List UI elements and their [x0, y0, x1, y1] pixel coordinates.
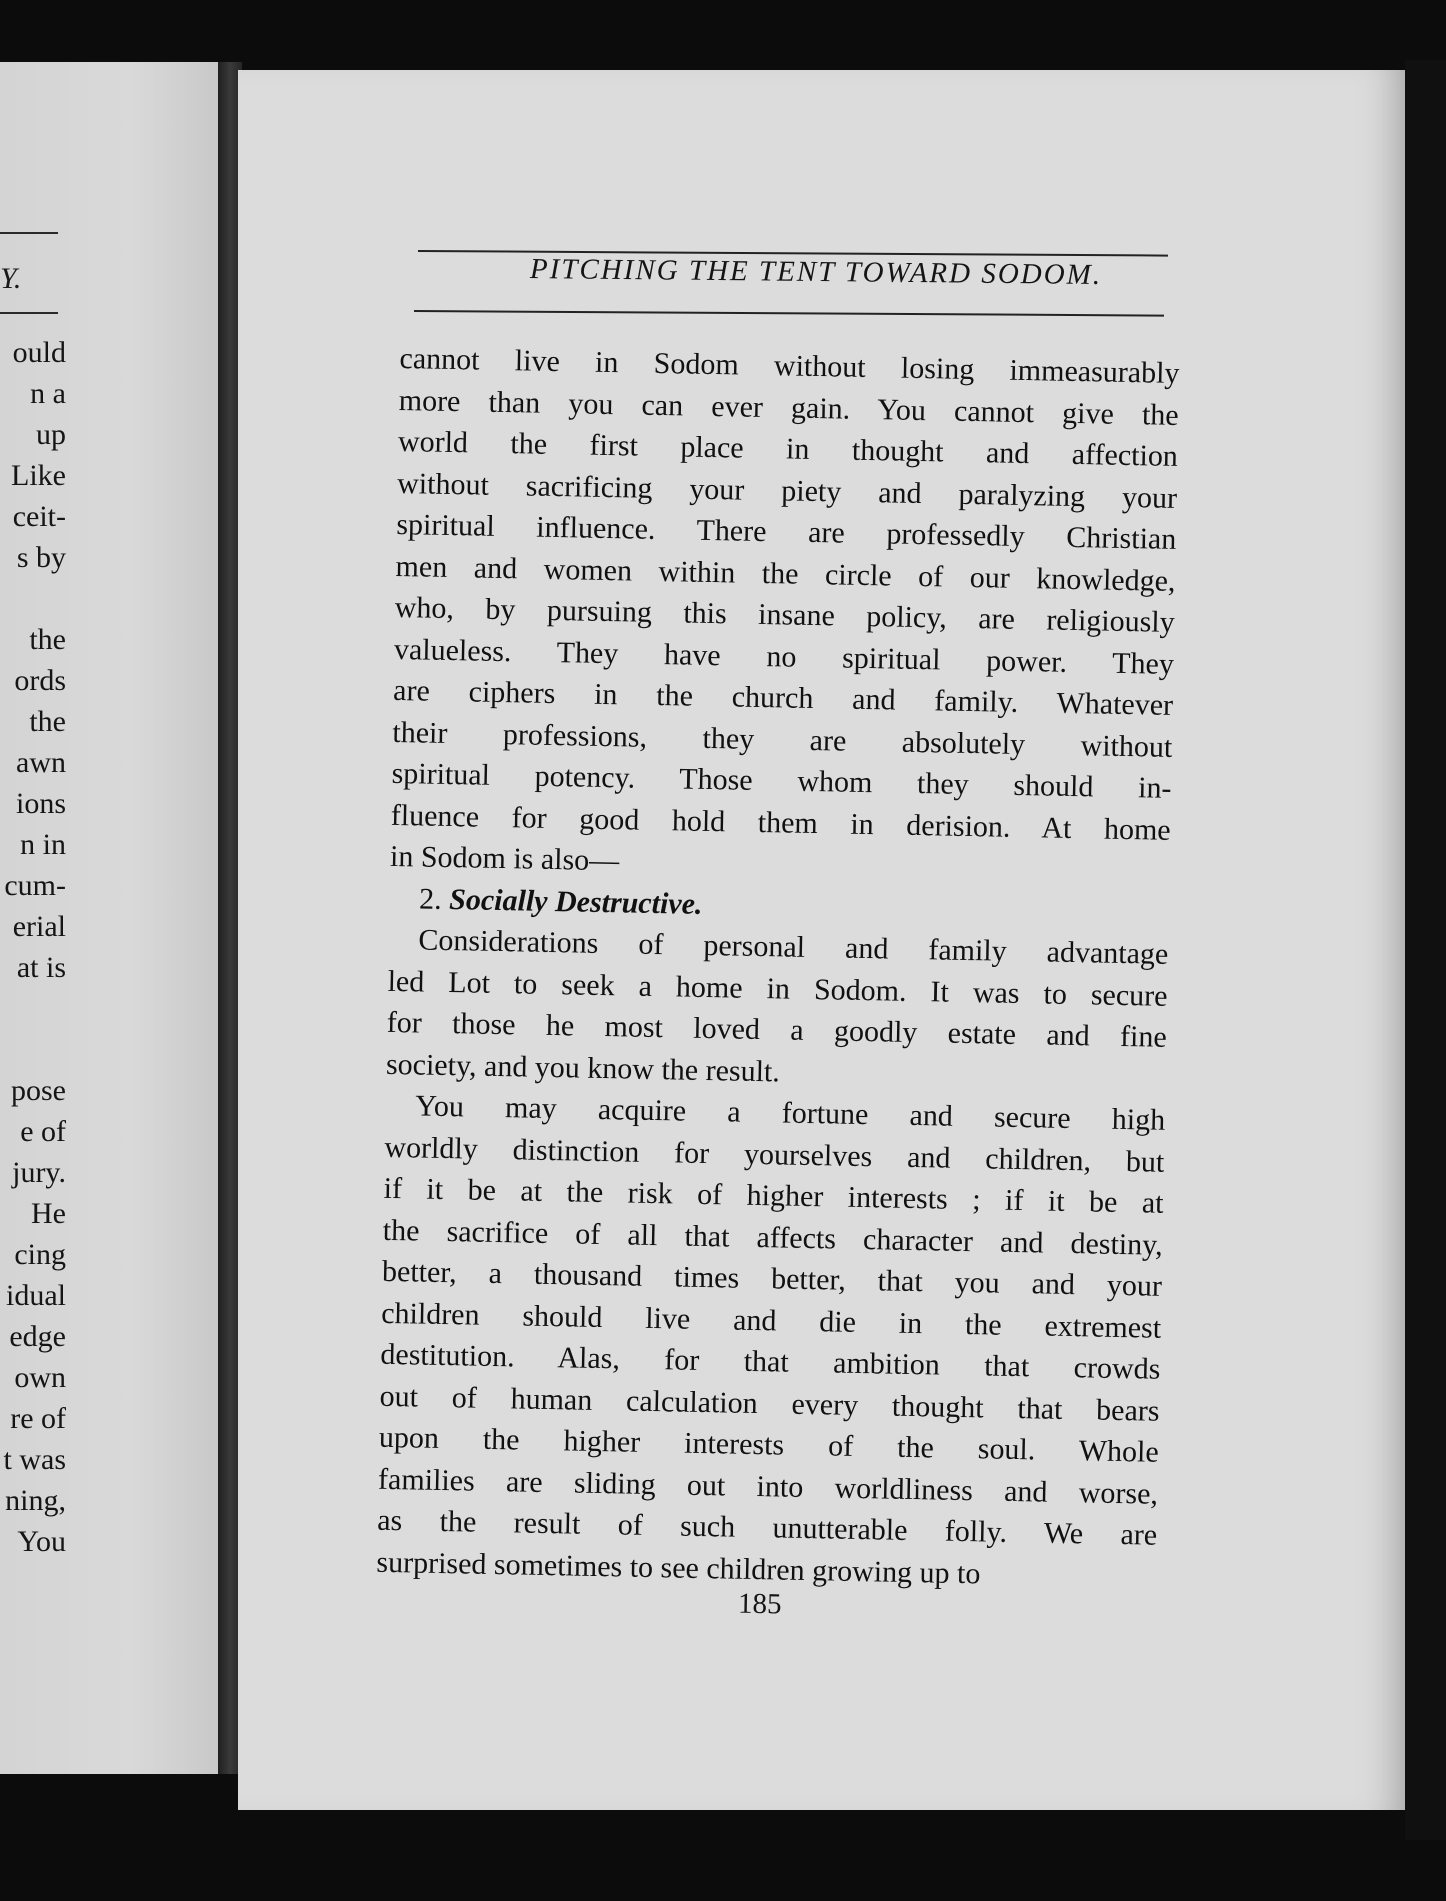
left-line-fragment: He	[31, 1197, 66, 1230]
left-line-fragment: ould	[12, 336, 66, 369]
text-line: better, a thousand times better, that you and your	[381, 1254, 1163, 1303]
text-line: for those he most loved a goodly estate and fine	[386, 1005, 1168, 1054]
left-line-fragment: cum-	[4, 869, 66, 902]
text-line: surprised sometimes to see children growing up to	[376, 1545, 981, 1590]
left-running-head-fragment: Y.	[0, 262, 22, 295]
text-line: their professions, they are absolutely without	[392, 715, 1173, 764]
left-line-fragment	[0, 988, 66, 1029]
text-line: more than you can ever gain. You cannot give the	[398, 383, 1179, 432]
text-line: cannot live in Sodom without losing immeasurably	[399, 341, 1180, 390]
left-line-fragment: n in	[20, 828, 66, 861]
left-line-fragment: pose	[11, 1074, 66, 1107]
book-page	[238, 70, 1410, 1810]
text-line: the sacrifice of all that affects character and destiny,	[382, 1213, 1164, 1262]
left-line-fragment: ions	[15, 787, 66, 820]
left-line-fragment: awn	[16, 746, 66, 779]
left-line-fragment: ords	[14, 664, 66, 697]
text-line: who, by pursuing this insane policy, are religiously	[394, 590, 1175, 639]
left-line-fragment: idual	[6, 1279, 66, 1312]
text-line: men and women within the circle of our knowledge,	[395, 549, 1176, 598]
text-line: spiritual potency. Those whom they should in-	[391, 756, 1172, 805]
text-line: are ciphers in the church and family. Whatever	[392, 673, 1174, 722]
left-line-fragment: You	[17, 1525, 66, 1558]
left-line-fragment: own	[14, 1361, 66, 1394]
running-head: PITCHING THE TENT TOWARD SODOM.	[529, 253, 1103, 291]
left-header-rule-bottom	[0, 312, 58, 314]
header-rule-bottom	[414, 310, 1164, 317]
text-line: valueless. They have no spiritual power. They	[393, 632, 1175, 681]
left-line-fragment: up	[36, 418, 66, 451]
paragraphs-after-subhead	[376, 919, 1169, 1598]
subheading-title: Socially Destructive.	[448, 882, 703, 921]
left-line-fragment: cing	[14, 1238, 66, 1271]
text-line: You may acquire a fortune and secure high	[414, 1089, 1166, 1137]
text-line: led Lot to seek a home in Sodom. It was to secure	[387, 964, 1168, 1013]
page-body	[376, 338, 1180, 1598]
text-line: upon the higher interests of the soul. Whole	[378, 1420, 1160, 1469]
text-line: if it be at the risk of higher interests ; if it be at	[383, 1171, 1164, 1220]
left-line-fragment: s by	[16, 541, 66, 574]
left-line-fragment: erial	[12, 910, 66, 943]
text-line: fluence for good hold them in derision. At home	[390, 798, 1172, 847]
subheading-number: 2.	[418, 881, 443, 916]
text-line: world the first place in thought and affection	[397, 424, 1179, 473]
text-line: without sacrificing your piety and paralyzing your	[396, 466, 1178, 515]
left-page-line-fragments	[0, 332, 66, 1562]
left-line-fragment	[0, 578, 66, 619]
left-line-fragment: jury.	[12, 1156, 66, 1189]
text-line: destitution. Alas, for that ambition that crowds	[380, 1337, 1161, 1386]
previous-page-fragment	[0, 62, 218, 1774]
scan-border	[1405, 60, 1446, 1840]
text-line: society, and you know the result.	[385, 1047, 781, 1088]
left-line-fragment: the	[29, 705, 66, 738]
text-line: worldly distinction for yourselves and children, but	[384, 1130, 1165, 1179]
left-line-fragment: re of	[10, 1402, 66, 1435]
left-line-fragment: ning,	[5, 1484, 66, 1517]
left-line-fragment: the	[29, 623, 66, 656]
text-line: as the result of such unutterable folly. We are	[376, 1503, 1158, 1552]
page-number: 185	[737, 1587, 782, 1621]
left-line-fragment: n a	[30, 377, 66, 410]
left-line-fragment: t was	[3, 1443, 66, 1476]
text-line: in Sodom is also—	[389, 839, 620, 878]
left-line-fragment: ceit-	[12, 500, 66, 533]
left-line-fragment: e of	[20, 1115, 66, 1148]
text-line: children should live and die in the extremest	[380, 1296, 1162, 1345]
text-line: spiritual influence. There are professedly Christian	[396, 507, 1177, 556]
left-line-fragment	[0, 1029, 66, 1070]
text-line: Considerations of personal and family advantage	[418, 923, 1169, 971]
text-line: families are sliding out into worldliness and worse,	[377, 1462, 1159, 1511]
paragraph	[390, 338, 1180, 892]
left-line-fragment: edge	[9, 1320, 66, 1353]
left-header-rule-top	[0, 232, 58, 234]
left-line-fragment: at is	[16, 951, 66, 984]
text-line: out of human calculation every thought that bears	[379, 1379, 1160, 1428]
left-line-fragment: Like	[11, 459, 66, 492]
